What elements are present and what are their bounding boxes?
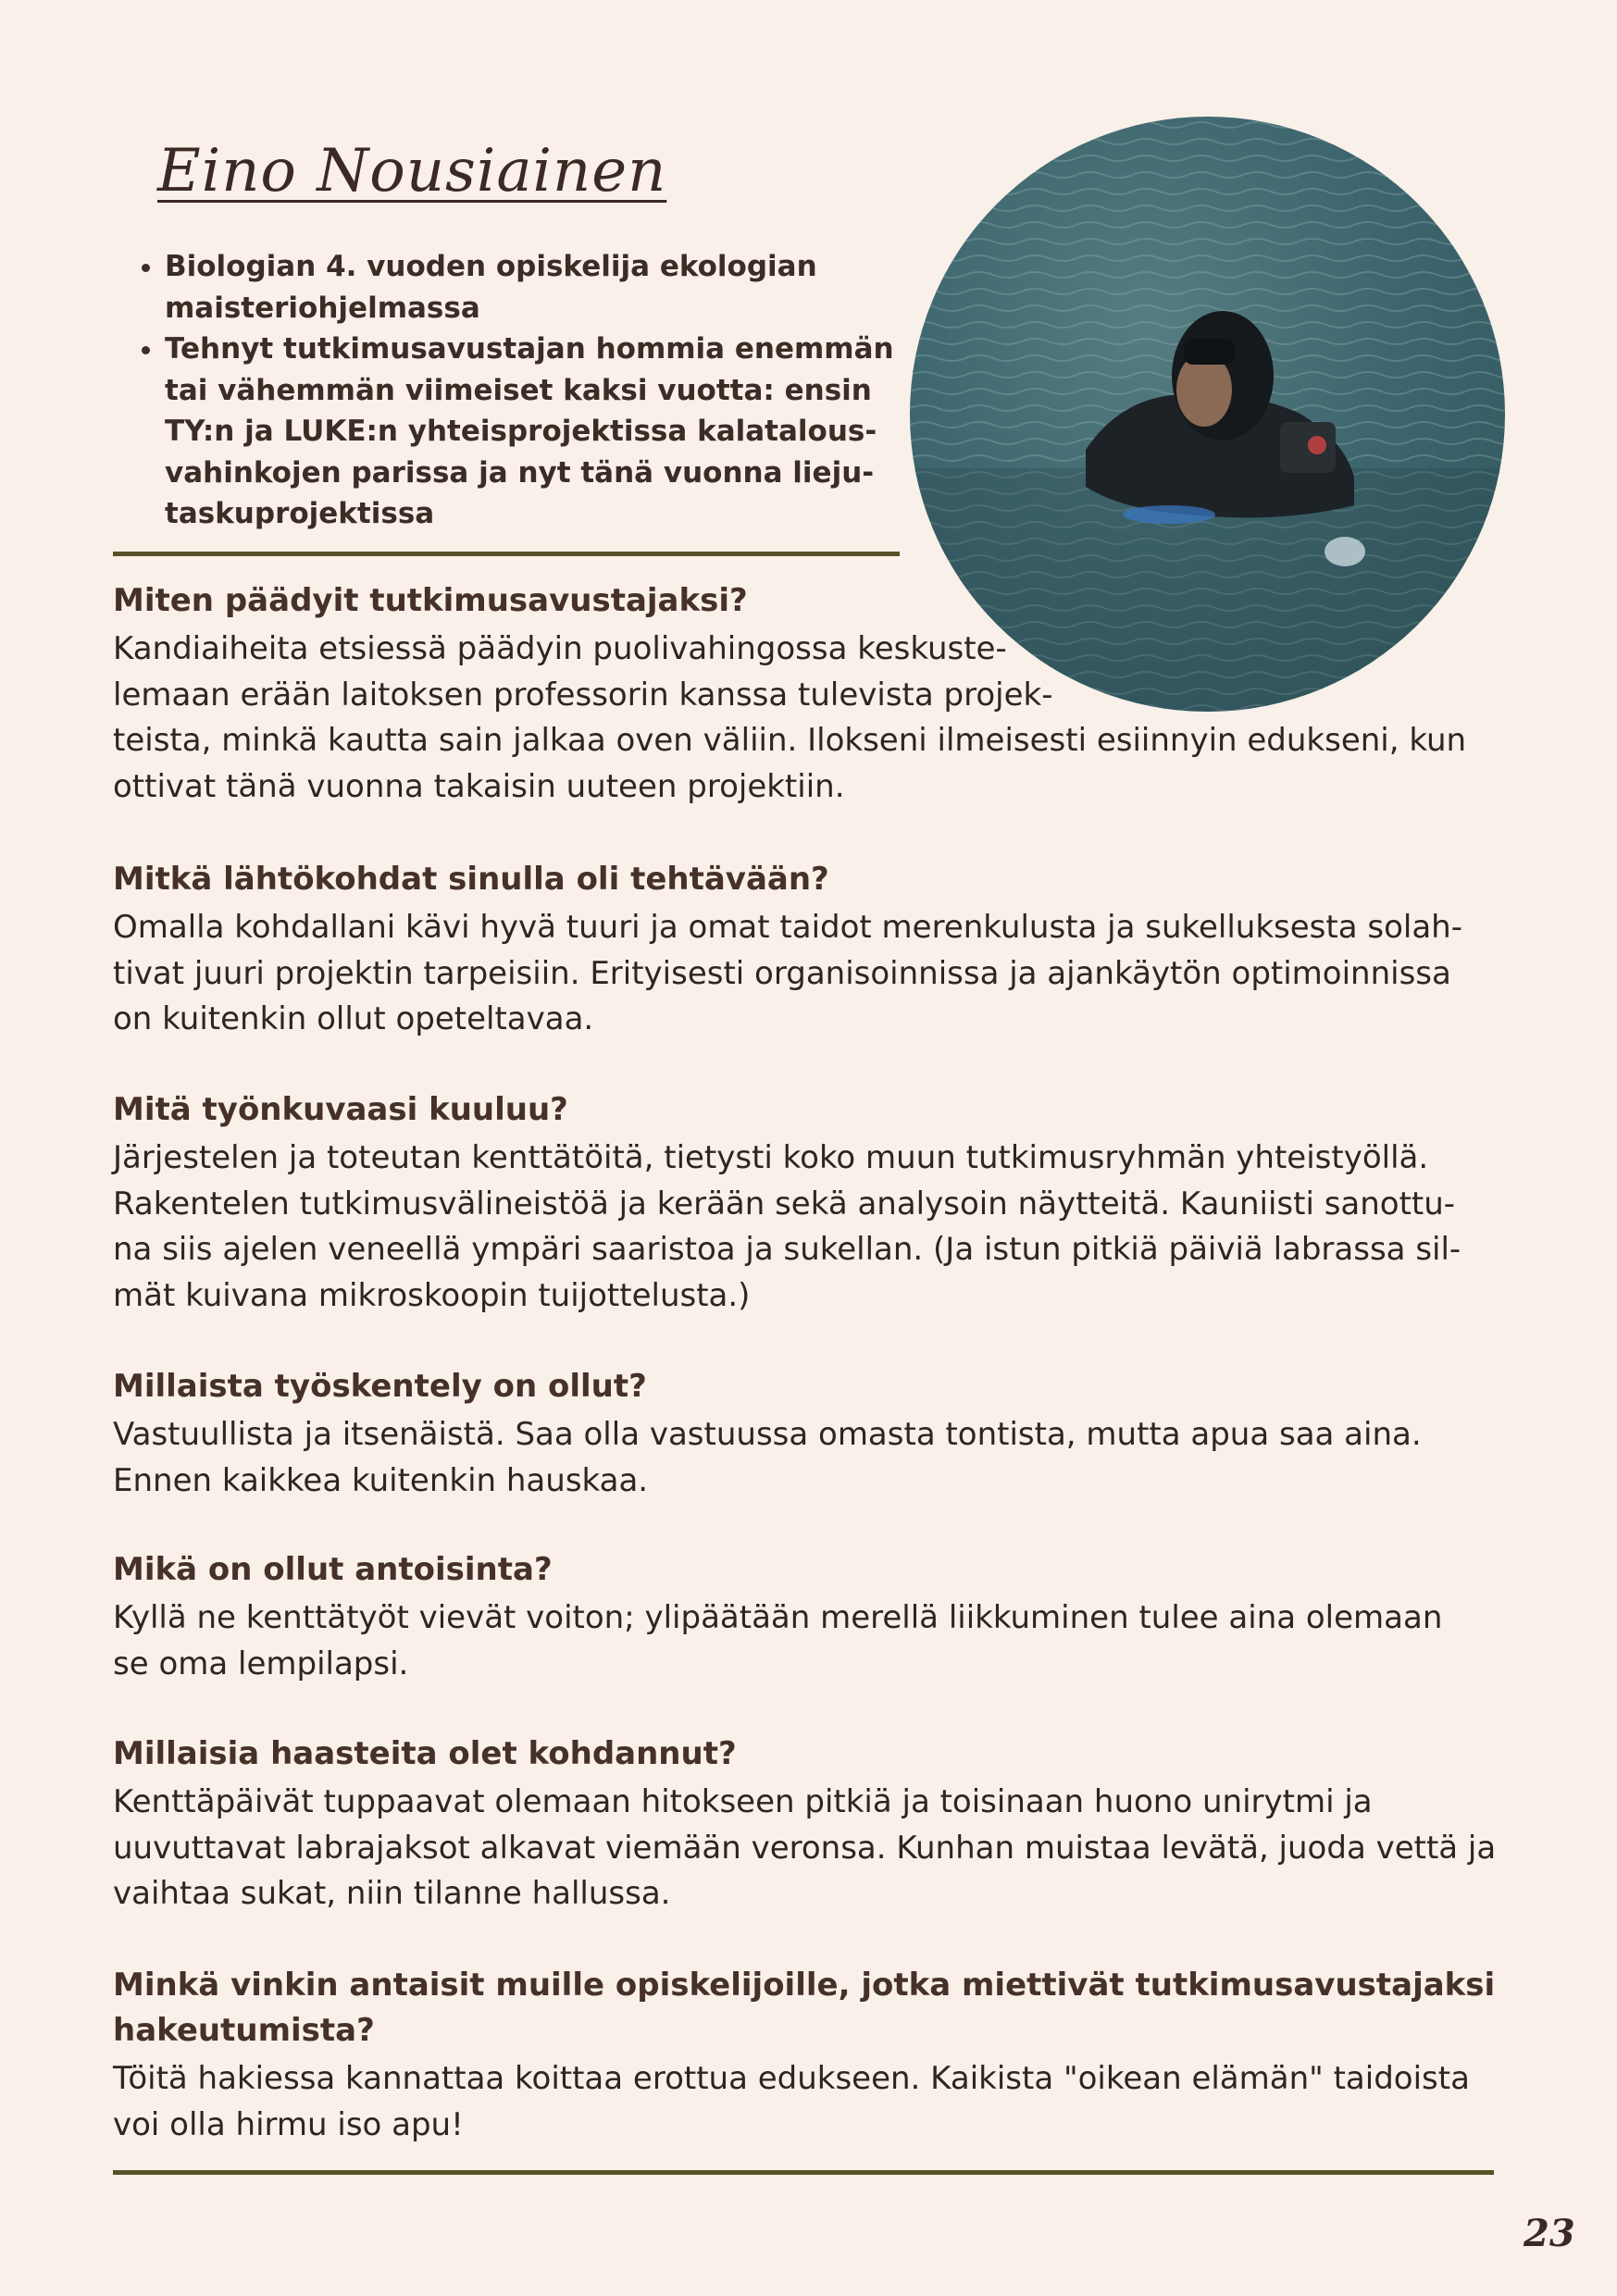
bottom-divider [113,2170,1494,2175]
intro-bullet: • Tehnyt tutkimusavustajan hommia enemmän tai vähemmän viimeiset kaksi vuotta: ensin TY:n ja LUKE:n yhteisprojektissa kalatalous-vahinkojen parissa ja nyt tänä vuonna lieju-taskuprojektissa [165,329,942,535]
intro-bullet-list [122,246,942,535]
answer-line: se oma lempilapsi. [113,1644,409,1682]
answer-text [113,627,1511,810]
answer-line: Järjestelen ja toteutan kenttätöitä, tietysti koko muun tutkimusryhmän yhteistyöllä. [113,1139,1429,1176]
answer-line: lemaan erään laitoksen professorin kanssa tulevista projek- [113,676,1053,714]
answer-line: teista, minkä kautta sain jalkaa oven väliin. Ilokseni ilmeisesti esiinnyin edukseni, kun [113,722,1467,759]
question-heading: Millaista työskentely on ollut? [113,1368,647,1405]
answer-line: Omalla kohdallani kävi hyvä tuuri ja omat taidot merenkulusta ja sukelluksesta solah- [113,909,1462,946]
answer-line: voi olla hirmu iso apu! [113,2105,464,2143]
intro-bullet: • Biologian 4. vuoden opiskelija ekologian maisteriohjelmassa [165,246,942,329]
answer-text [113,905,1511,1043]
answer-line: vaihtaa sukat, niin tilanne hallussa. [113,1875,671,1912]
answer-line: Ennen kaikkea kuitenkin hauskaa. [113,1461,649,1499]
answer-text [113,1780,1511,1917]
top-divider [113,552,900,556]
answer-text [113,1412,1511,1504]
answer-line: na siis ajelen veneellä ympäri saaristoa ja sukellan. (Ja istun pitkiä päiviä labrassa sil- [113,1231,1462,1268]
question-heading: Mitkä lähtökohdat sinulla oli tehtävään? [113,861,829,898]
answer-line: ottivat tänä vuonna takaisin uuteen projektiin. [113,767,845,805]
answer-line: Kandiaiheita etsiessä päädyin puolivahingossa keskuste- [113,630,1007,667]
person-name: Eino Nousiainen [157,137,667,205]
page-number: 23 [1524,2212,1575,2255]
answer-line: Kenttäpäivät tuppaavat olemaan hitokseen pitkiä ja toisinaan huono unirytmi ja [113,1783,1373,1820]
answer-line: tivat juuri projektin tarpeisiin. Erityisesti organisoinnissa ja ajankäytön optimoinnissa [113,954,1451,992]
answer-line: Kyllä ne kenttätyöt vievät voiton; ylipäätään merellä liikkuminen tulee aina olemaan [113,1599,1443,1636]
question-heading: Minkä vinkin antaisit muille opiskelijoille, jotka miettivät tutkimusavustajaksi hakeutumista? [113,1967,1496,2049]
question-heading: Miten päädyit tutkimusavustajaksi? [113,582,748,619]
answer-line: on kuitenkin ollut opeteltavaa. [113,1000,594,1037]
answer-line: Rakentelen tutkimusvälineistöä ja kerään sekä analysoin näytteitä. Kauniisti sanottu- [113,1185,1456,1222]
answer-text [113,1595,1511,1687]
answer-line: uuvuttavat labrajaksot alkavat viemään veronsa. Kunhan muistaa levätä, juoda vettä ja [113,1829,1497,1867]
question-heading: Millaisia haasteita olet kohdannut? [113,1735,737,1772]
answer-line: Vastuullista ja itsenäistä. Saa olla vastuussa omasta tontista, mutta apua saa aina. [113,1416,1422,1453]
answer-line: mät kuivana mikroskoopin tuijottelusta.) [113,1276,751,1314]
question-heading: Mikä on ollut antoisinta? [113,1551,553,1588]
answer-text [113,1136,1511,1319]
question-heading: Mitä työnkuvaasi kuuluu? [113,1091,568,1128]
answer-text [113,2056,1511,2148]
answer-line: Töitä hakiessa kannattaa koittaa erottua edukseen. Kaikista "oikean elämän" taidoista [113,2060,1470,2097]
